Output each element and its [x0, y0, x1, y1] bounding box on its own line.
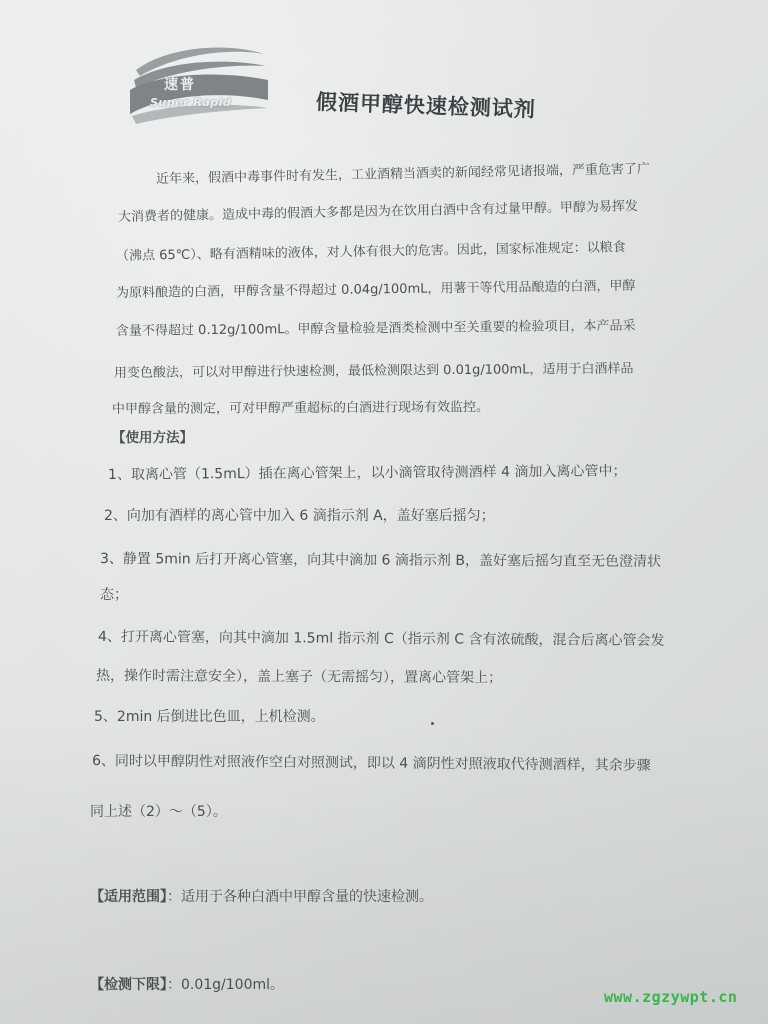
ink-speck — [431, 722, 434, 725]
logo-english-name: Super Rapid — [150, 96, 232, 109]
site-watermark: www.zgzywpt.cn — [604, 988, 738, 1006]
step-4-continued: 热，操作时需注意安全），盖上塞子（无需摇匀），置离心管架上； — [95, 668, 503, 687]
scope-label: 【适用范围】 — [90, 889, 167, 905]
intro-line-1: 近年来，假酒中毒事件时有发生，工业酒精当酒卖的新闻经常见诸报端，严重危害了广 — [155, 161, 651, 187]
brand-logo — [128, 40, 270, 124]
intro-line-7: 中甲醇含量的测定，可对甲醇严重超标的白酒进行现场有效监控。 — [111, 400, 490, 417]
intro-line-3: （沸点 65℃）、略有酒精味的液体，对人体有很大的危害。因此，国家标准规定：以粮食 — [115, 240, 626, 264]
limit-text: ：0.01g/100ml。 — [167, 977, 285, 993]
step-6: 6、同时以甲醇阴性对照液作空白对照测试，即以 4 滴阴性对照液取代待测酒样，其余步骤 — [91, 753, 651, 774]
document-title: 假酒甲醇快速检测试剂 — [315, 90, 537, 122]
usage-heading: 【使用方法】 — [112, 430, 193, 446]
logo-swoosh-graphic — [128, 40, 270, 124]
logo-chinese-name: 速普 — [164, 77, 196, 93]
step-3: 3、静置 5min 后打开离心管塞，向其中滴加 6 滴指示剂 B，盖好塞后摇匀直至无色澄清状 — [99, 551, 662, 570]
step-1: 1、取离心管（1.5mL）插在离心管架上，以小滴管取待测酒样 4 滴加入离心管中； — [107, 463, 627, 483]
intro-line-5: 含量不得超过 0.12g/100mL。甲醇含量检验是酒类检测中至关重要的检验项目，本产品采 — [115, 318, 636, 339]
intro-line-4: 为原料酿造的白酒，甲醇含量不得超过 0.04g/100mL，用薯干等代用品酿造的白酒，甲醇 — [115, 278, 636, 301]
limit-line — [90, 974, 284, 994]
intro-line-2: 大消费者的健康。造成中毒的假酒大多都是因为在饮用白酒中含有过量甲醇。甲醇为易挥发 — [117, 199, 639, 225]
step-3-continued: 态； — [100, 587, 128, 603]
step-4: 4、打开离心管塞，向其中滴加 1.5ml 指示剂 C（指示剂 C 含有浓硫酸，混合后离心管会发 — [97, 629, 665, 649]
step-6-continued: 同上述（2）～（5）。 — [90, 804, 227, 820]
scope-line — [90, 886, 433, 906]
scope-text: ：适用于各种白酒中甲醇含量的快速检测。 — [167, 889, 433, 905]
intro-line-6: 用变色酸法，可以对甲醇进行快速检测，最低检测限达到 0.01g/100mL，适用于白酒样品 — [113, 361, 634, 381]
step-2: 2、向加有酒样的离心管中加入 6 滴指示剂 A，盖好塞后摇匀； — [104, 508, 495, 524]
limit-label: 【检测下限】 — [90, 977, 167, 993]
step-5: 5、2min 后倒进比色皿，上机检测。 — [94, 709, 325, 725]
